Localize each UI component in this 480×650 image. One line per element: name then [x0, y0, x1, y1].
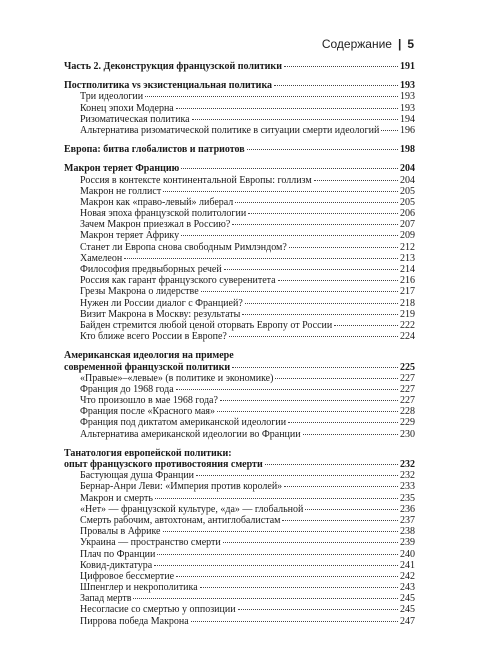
toc-entry-page: 209	[400, 230, 415, 242]
toc-entry-page: 205	[400, 196, 415, 208]
toc-entry[interactable]	[64, 549, 415, 560]
dot-leader	[284, 66, 398, 67]
toc-entry[interactable]	[64, 470, 415, 481]
toc-entry[interactable]	[64, 230, 415, 241]
dot-leader	[265, 464, 398, 465]
toc-entry-title: Хамелеон	[80, 252, 123, 264]
toc-entry[interactable]	[64, 242, 415, 253]
toc-entry-title: Макрон и смерть	[80, 492, 153, 504]
toc-entry[interactable]	[64, 298, 415, 309]
toc-entry-page: 205	[400, 185, 415, 197]
dot-leader	[200, 587, 398, 588]
toc-entry-page: 212	[400, 241, 415, 253]
toc-entry[interactable]	[64, 395, 415, 406]
toc-entry[interactable]	[64, 384, 415, 395]
toc-entry-title: Байден стремится любой ценой оторвать Европу от России	[80, 319, 333, 331]
toc-entry-title: Макрон не голлист	[80, 185, 162, 197]
toc-entry-title: Шпенглер и некрополитика	[80, 582, 198, 594]
dot-leader	[217, 411, 398, 412]
toc-part-heading[interactable]: Часть 2. Деконструкция французской политики 191	[64, 61, 415, 72]
toc-entry-page: 230	[400, 428, 415, 440]
toc-entry-page: 233	[400, 481, 415, 493]
toc-entry[interactable]	[64, 309, 415, 320]
toc-entry-page: 240	[400, 548, 415, 560]
dot-leader	[278, 280, 398, 281]
dot-leader	[248, 213, 398, 214]
toc-entry-page: 245	[400, 593, 415, 605]
dot-leader	[232, 367, 398, 368]
toc-entry-page: 207	[400, 219, 415, 231]
toc-entry-page: 241	[400, 559, 415, 571]
toc-entry[interactable]	[64, 320, 415, 331]
toc-entry[interactable]	[64, 582, 415, 593]
toc-subsection-list	[64, 373, 415, 440]
toc-entry-page: 216	[400, 275, 415, 287]
toc-entry[interactable]	[64, 264, 415, 275]
dot-leader	[314, 180, 398, 181]
dot-leader	[238, 609, 398, 610]
toc-entry-page: 232	[400, 470, 415, 482]
toc-entry[interactable]	[64, 114, 415, 125]
toc-entry-page: 237	[400, 514, 415, 526]
dot-leader	[196, 475, 398, 476]
toc-entry-title: Альтернатива американской идеологии во Франции	[80, 428, 301, 440]
dot-leader	[181, 235, 398, 236]
toc-entry[interactable]	[64, 331, 415, 342]
dot-leader	[157, 554, 398, 555]
toc-entry[interactable]	[64, 616, 415, 627]
toc-entry[interactable]	[64, 91, 415, 102]
toc-entry-page: 245	[400, 604, 415, 616]
toc-entry[interactable]	[64, 275, 415, 286]
toc-entry[interactable]	[64, 406, 415, 417]
toc-entry[interactable]	[64, 125, 415, 136]
dot-leader	[235, 202, 398, 203]
toc-entry-title: Новая эпоха французской политологии	[80, 208, 247, 220]
toc-entry-title: Конец эпохи Модерна	[80, 102, 174, 114]
toc-entry-title: Альтернатива ризоматической политике в ситуации смерти идеологий	[80, 124, 380, 136]
toc-entry-page: 236	[400, 503, 415, 515]
toc-entry[interactable]	[64, 537, 415, 548]
toc-entry[interactable]	[64, 286, 415, 297]
toc-entry[interactable]	[64, 515, 415, 526]
toc-entry-page: 243	[400, 582, 415, 594]
dot-leader	[284, 486, 398, 487]
toc-entry-title: Украина — пространство смерти	[80, 537, 221, 549]
dot-leader	[224, 269, 398, 270]
dot-leader	[381, 130, 398, 131]
toc-subsection-list	[64, 175, 415, 343]
toc-entry-page: 222	[400, 319, 415, 331]
dot-leader	[220, 400, 398, 401]
dot-leader	[176, 389, 398, 390]
toc-entry[interactable]	[64, 560, 415, 571]
dot-leader	[289, 247, 398, 248]
dot-leader	[176, 108, 398, 109]
toc-entry-title: Визит Макрона в Москву: результаты	[80, 308, 241, 320]
toc-entry-page: 204	[400, 174, 415, 186]
dot-leader	[223, 542, 398, 543]
toc-entry-page: 229	[400, 417, 415, 429]
toc-entry-title: Кто ближе всего России в Европе?	[80, 331, 227, 343]
dot-leader	[274, 85, 398, 86]
toc-entry[interactable]	[64, 103, 415, 114]
header-title: Содержание	[321, 37, 392, 51]
toc-entry-title: Макрон теряет Африку	[80, 230, 180, 242]
dot-leader	[232, 224, 398, 225]
dot-leader	[133, 598, 398, 599]
toc-entry-page: 227	[400, 395, 415, 407]
toc-entry-page: 235	[400, 492, 415, 504]
toc-entry-title: Бастующая душа Франции	[80, 470, 195, 482]
toc-entry-title: Россия как гарант французского суверенитета	[80, 275, 276, 287]
toc-entry-page: 193	[400, 102, 415, 114]
toc-entry[interactable]	[64, 493, 415, 504]
dot-leader	[163, 191, 398, 192]
toc-entry-title: Франция под диктатом американской идеологии	[80, 417, 287, 429]
dot-leader	[229, 336, 398, 337]
dot-leader	[192, 119, 398, 120]
dot-leader	[245, 303, 398, 304]
toc-entry-page: 247	[400, 615, 415, 627]
toc-entry[interactable]	[64, 526, 415, 537]
toc-entry[interactable]	[64, 253, 415, 264]
toc-entry-title: Несогласие со смертью у оппозиции	[80, 604, 236, 616]
dot-leader	[191, 621, 398, 622]
dot-leader	[181, 168, 398, 169]
toc-entry[interactable]	[64, 593, 415, 604]
toc-entry[interactable]	[64, 208, 415, 219]
toc-subsection-list	[64, 470, 415, 627]
toc-entry[interactable]	[64, 571, 415, 582]
dot-leader	[201, 291, 398, 292]
toc-entry-title: Россия в контексте континентальной Европы: голлизм	[80, 174, 312, 186]
toc-entry-page: 196	[400, 124, 415, 136]
dot-leader	[288, 422, 398, 423]
toc-entry-title: Франция до 1968 года	[80, 383, 174, 395]
toc-entry-title: Грезы Макрона о лидерстве	[80, 286, 199, 298]
toc-entry-page: 206	[400, 208, 415, 220]
dot-leader	[303, 434, 398, 435]
toc-entry[interactable]	[64, 504, 415, 515]
toc-entry-title: «Нет» — французской культуре, «да» — глобальной	[80, 503, 304, 515]
dot-leader	[242, 314, 398, 315]
toc-entry-page: 219	[400, 308, 415, 320]
toc-entry[interactable]	[64, 604, 415, 615]
toc-entry-title: Нужен ли России диалог с Францией?	[80, 297, 243, 309]
header-separator: |	[397, 37, 402, 51]
toc-entry-title: Ковид-диктатура	[80, 559, 153, 571]
toc-entry-title: Ризоматическая политика	[80, 113, 190, 125]
toc-entry-title: Франция после «Красного мая»	[80, 406, 216, 418]
toc-section-heading[interactable]: Танатология европейской политики: опыт французского противостояния смерти 232	[64, 447, 415, 470]
toc-entry[interactable]	[64, 373, 415, 384]
toc-entry[interactable]	[64, 186, 415, 197]
toc-entry-title: Цифровое бессмертие	[80, 570, 175, 582]
dot-leader	[282, 520, 398, 521]
dot-leader	[305, 509, 398, 510]
toc-entry[interactable]	[64, 417, 415, 428]
dot-leader	[163, 531, 399, 532]
toc-entry-page: 227	[400, 383, 415, 395]
toc-entry-page: 238	[400, 526, 415, 538]
dot-leader	[275, 378, 398, 379]
toc-entry-title: «Правые»–«левые» (в политике и экономике)	[80, 372, 274, 384]
toc-entry[interactable]	[64, 175, 415, 186]
toc-entry-page: 239	[400, 537, 415, 549]
toc-entry-page: 227	[400, 372, 415, 384]
toc-entry-page: 217	[400, 286, 415, 298]
toc-entry-title: Провалы в Африке	[80, 526, 161, 538]
header-page-number: 5	[407, 37, 414, 51]
toc-entry-page: 242	[400, 570, 415, 582]
toc-section-heading[interactable]: Макрон теряет Францию 204	[64, 163, 415, 175]
toc-entry-page: 224	[400, 331, 415, 343]
toc-entry-page: 218	[400, 297, 415, 309]
toc-entry[interactable]	[64, 219, 415, 230]
dot-leader	[155, 498, 398, 499]
toc-entry-title: Бернар-Анри Леви: «Империя против королей»	[80, 481, 283, 493]
toc-entry-title: Станет ли Европа снова свободным Римлэндом?	[80, 241, 287, 253]
toc-entry-title: Что произошло в мае 1968 года?	[80, 395, 218, 407]
toc-section-heading[interactable]: Европа: битва глобалистов и патриотов 198	[64, 144, 415, 156]
toc-entry-title: Зачем Макрон приезжал в Россию?	[80, 219, 231, 231]
toc-entry-page: 194	[400, 113, 415, 125]
dot-leader	[154, 565, 398, 566]
dot-leader	[176, 576, 398, 577]
toc-entry-title: Три идеологии	[80, 91, 144, 103]
toc-entry-title: Философия предвыборных речей	[80, 264, 222, 275]
toc-entry-page: 214	[400, 264, 415, 275]
toc-entry[interactable]	[64, 429, 415, 440]
toc-section-heading[interactable]: Постполитика vs экзистенциальная политика 193	[64, 80, 415, 92]
toc-entry-title: Пиррова победа Макрона	[80, 615, 189, 627]
toc-entry-title: Смерть рабочим, автохтонам, антиглобалистам	[80, 514, 281, 526]
toc-entry-title: Запад мертв	[80, 593, 132, 605]
dot-leader	[124, 258, 398, 259]
toc-entry[interactable]	[64, 481, 415, 492]
toc-entry-page: 213	[400, 252, 415, 264]
running-header	[322, 37, 414, 51]
dot-leader	[145, 96, 398, 97]
dot-leader	[247, 149, 398, 150]
toc-section-heading[interactable]: Американская идеология на примере современной французской политики 225	[64, 350, 415, 373]
toc-entry-title: Макрон как «право-левый» либерал	[80, 196, 234, 208]
toc-entry-title: Плач по Франции	[80, 548, 156, 560]
toc-entry[interactable]	[64, 197, 415, 208]
toc-subsection-list	[64, 91, 415, 136]
toc-entry-page: 228	[400, 406, 415, 418]
table-of-contents	[64, 59, 415, 627]
dot-leader	[334, 325, 398, 326]
toc-entry-page: 193	[400, 91, 415, 103]
